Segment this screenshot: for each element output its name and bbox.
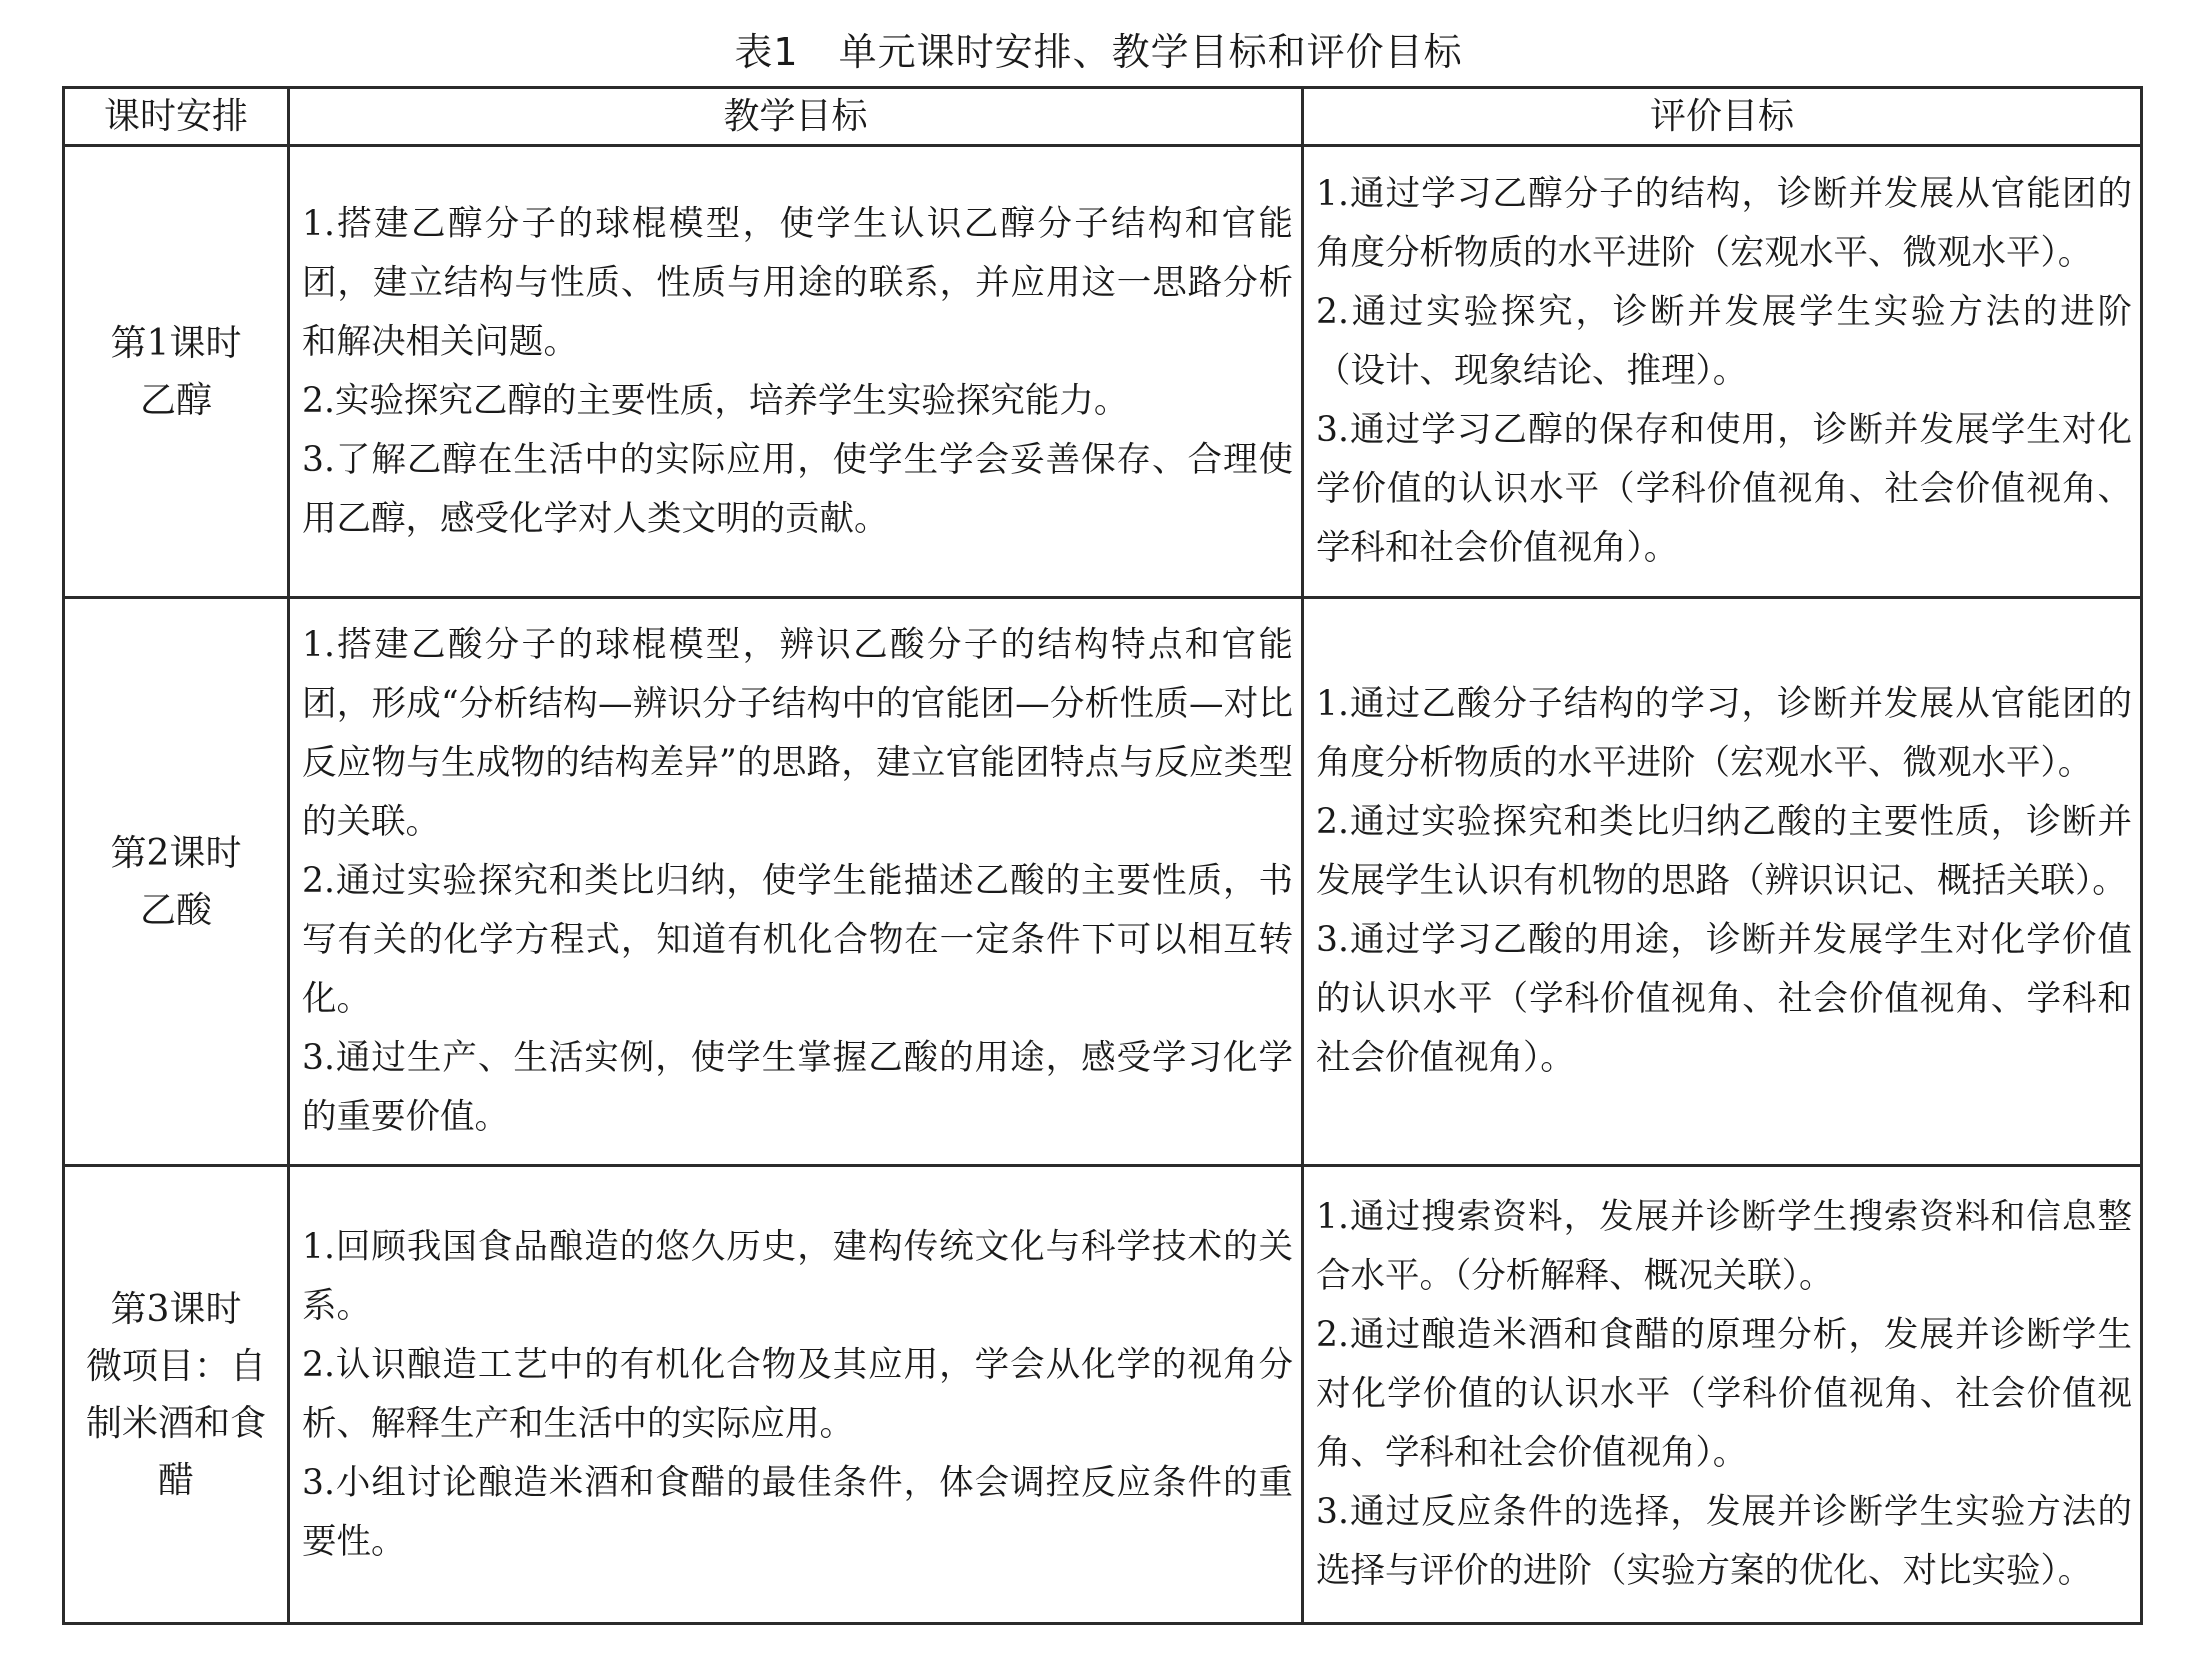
evaluation-goal: 2.通过实验探究，诊断并发展学生实验方法的进阶（设计、现象结论、推理）。 bbox=[1316, 292, 2132, 391]
evaluation-goal: 2.通过酿造米酒和食醋的原理分析，发展并诊断学生对化学价值的认识水平（学科价值视角、社会价值视角、学科和社会价值视角）。 bbox=[1316, 1315, 2132, 1473]
teaching-goals-cell bbox=[289, 1166, 1303, 1624]
teaching-goal: 3.了解乙醇在生活中的实际应用，使学生学会妥善保存、合理使用乙醇，感受化学对人类文明的贡献。 bbox=[302, 439, 1293, 539]
lesson-topic-line: 微项目：自 bbox=[85, 1345, 266, 1387]
lesson-topic: 乙醇 bbox=[139, 379, 212, 421]
teaching-goal: 2.实验探究乙醇的主要性质，培养学生实验探究能力。 bbox=[302, 380, 1129, 421]
header-lesson: 课时安排 bbox=[64, 88, 289, 146]
table-row bbox=[64, 1166, 2142, 1624]
teaching-goal: 1.搭建乙酸分子的球棍模型，辨识乙酸分子的结构特点和官能团，形成“分析结构—辨识分子结构中的官能团—分析性质—对比反应物与生成物的结构差异”的思路，建立官能团特点与反应类型的关联。 bbox=[302, 625, 1293, 842]
evaluation-goal: 1.通过搜索资料，发展并诊断学生搜索资料和信息整合水平。（分析解释、概况关联）。 bbox=[1316, 1197, 2132, 1296]
evaluation-goal: 3.通过学习乙醇的保存和使用，诊断并发展学生对化学价值的认识水平（学科价值视角、社会价值视角、学科和社会价值视角）。 bbox=[1316, 410, 2132, 568]
teaching-goal: 3.小组讨论酿造米酒和食醋的最佳条件，体会调控反应条件的重要性。 bbox=[302, 1462, 1293, 1562]
lesson-number: 第2课时 bbox=[110, 832, 242, 874]
teaching-goals-cell bbox=[289, 598, 1303, 1166]
teaching-goal: 1.搭建乙醇分子的球棍模型，使学生认识乙醇分子结构和官能团，建立结构与性质、性质与用途的联系，并应用这一思路分析和解决相关问题。 bbox=[302, 203, 1293, 362]
lesson-cell bbox=[64, 146, 289, 598]
header-teaching-goals: 教学目标 bbox=[289, 88, 1303, 146]
teaching-goal: 2.认识酿造工艺中的有机化合物及其应用，学会从化学的视角分析、解释生产和生活中的实际应用。 bbox=[302, 1344, 1293, 1444]
evaluation-goals-cell bbox=[1303, 1166, 2142, 1624]
lesson-objectives-table bbox=[62, 86, 2143, 1625]
teaching-goals-cell bbox=[289, 146, 1303, 598]
table-title: 单元课时安排、教学目标和评价目标 bbox=[838, 30, 1463, 74]
lesson-topic-line: 醋 bbox=[157, 1459, 194, 1501]
evaluation-goal: 3.通过反应条件的选择，发展并诊断学生实验方法的选择与评价的进阶（实验方案的优化、对比实验）。 bbox=[1316, 1492, 2132, 1591]
evaluation-goals-cell bbox=[1303, 598, 2142, 1166]
table-caption bbox=[0, 22, 2197, 82]
evaluation-goals-cell bbox=[1303, 146, 2142, 598]
header-evaluation-goals: 评价目标 bbox=[1303, 88, 2142, 146]
teaching-goal: 1.回顾我国食品酿造的悠久历史，建构传统文化与科学技术的关系。 bbox=[302, 1226, 1293, 1326]
lesson-cell bbox=[64, 598, 289, 1166]
evaluation-goal: 3.通过学习乙酸的用途，诊断并发展学生对化学价值的认识水平（学科价值视角、社会价值视角、学科和社会价值视角）。 bbox=[1316, 920, 2132, 1078]
evaluation-goal: 1.通过学习乙醇分子的结构，诊断并发展从官能团的角度分析物质的水平进阶（宏观水平、微观水平）。 bbox=[1316, 174, 2132, 273]
teaching-goal: 2.通过实验探究和类比归纳，使学生能描述乙酸的主要性质，书写有关的化学方程式，知道有机化合物在一定条件下可以相互转化。 bbox=[302, 861, 1293, 1019]
table-row bbox=[64, 598, 2142, 1166]
table-row bbox=[64, 146, 2142, 598]
lesson-cell bbox=[64, 1166, 289, 1624]
evaluation-goal: 2.通过实验探究和类比归纳乙酸的主要性质，诊断并发展学生认识有机物的思路（辨识识记、概括关联）。 bbox=[1316, 802, 2132, 901]
table-number: 表1 bbox=[734, 30, 799, 74]
lesson-number: 第3课时 bbox=[110, 1288, 242, 1330]
lesson-topic-line: 制米酒和食 bbox=[85, 1402, 266, 1444]
lesson-topic: 乙酸 bbox=[139, 889, 212, 931]
teaching-goal: 3.通过生产、生活实例，使学生掌握乙酸的用途，感受学习化学的重要价值。 bbox=[302, 1038, 1293, 1137]
lesson-number: 第1课时 bbox=[110, 322, 242, 364]
header-row bbox=[64, 88, 2142, 146]
evaluation-goal: 1.通过乙酸分子结构的学习，诊断并发展从官能团的角度分析物质的水平进阶（宏观水平、微观水平）。 bbox=[1316, 684, 2132, 783]
